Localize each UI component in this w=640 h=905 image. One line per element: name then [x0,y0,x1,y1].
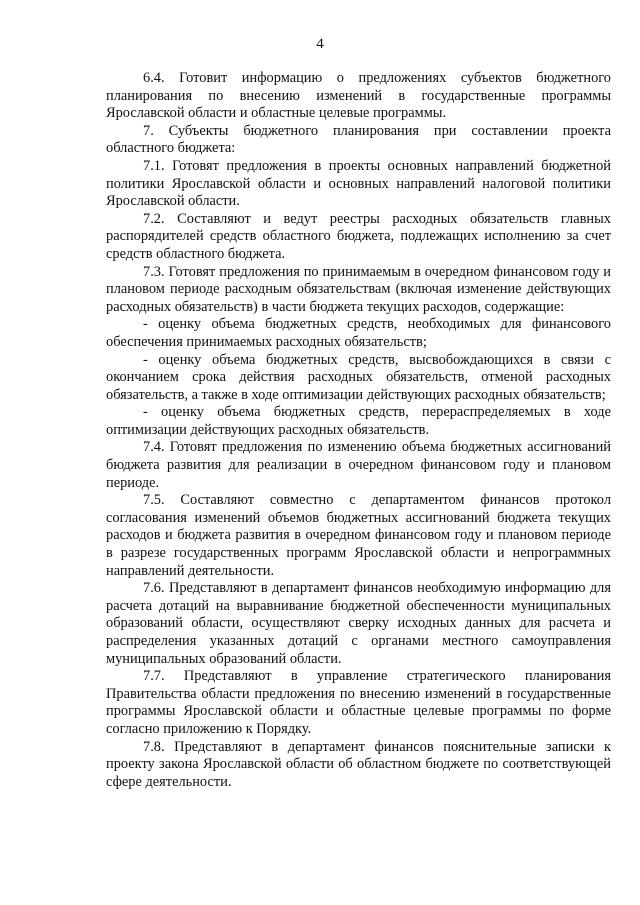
paragraph-7-5: 7.5. Составляют совместно с департаментом финансов протокол согласования изменений объемов бюджетных ассигнований бюджета текущих расходов и бюджета развития в очередном финансовом году и плановом периоде в разрезе государственных программ Ярославской области и непрограммных направлений деятельности. [106,492,611,579]
paragraph-7-3: 7.3. Готовят предложения по принимаемым в очередном финансовом году и плановом периоде расходным обязательствам (включая изменение действующих расходных обязательств) в части бюджета текущих расходов, содержащие: [106,263,611,315]
paragraph-7-1: 7.1. Готовят предложения в проекты основных направлений бюджетной политики Ярославской области и основных направлений налоговой политики Ярославской области. [106,157,611,210]
document-body [106,70,611,791]
paragraph-7-8: 7.8. Представляют в департамент финансов пояснительные записки к проекту закона Ярославской области об областном бюджете по соответствующей сфере деятельности. [106,738,611,790]
paragraph-7-7: 7.7. Представляют в управление стратегического планирования Правительства области предложения по внесению изменений в государственные программы Ярославской области и областные целевые программы по форме согласно приложению к Порядку. [106,668,611,737]
paragraph-6-4: 6.4. Готовит информацию о предложениях субъектов бюджетного планирования по внесению изменений в государственные программы Ярославской области и областные целевые программы. [106,70,611,122]
paragraph-7-2: 7.2. Составляют и ведут реестры расходных обязательств главных распорядителей средств областного бюджета, подлежащих исполнению за счет средств областного бюджета. [106,210,611,262]
paragraph-7-6: 7.6. Представляют в департамент финансов необходимую информацию для расчета дотаций на выравнивание бюджетной обеспеченности муниципальных образований области, осуществляют сверку исходных данных для расчета и распределения указанных дотаций с органами местного самоуправления муниципальных образований области. [106,580,611,667]
list-item-financing-estimate: - оценку объема бюджетных средств, необходимых для финансового обеспечения принимаемых расходных обязательств; [106,316,611,350]
paragraph-7-4: 7.4. Готовят предложения по изменению объема бюджетных ассигнований бюджета развития для реализации в очередном финансовом году и плановом периоде. [106,439,611,491]
list-item-released-funds-estimate: - оценку объема бюджетных средств, высвобождающихся в связи с окончанием срока действия расходных обязательств, отменой расходных обязательств, а также в ходе оптимизации действующих расходных обязательств; [106,351,611,403]
list-item-redistributed-funds-estimate: - оценку объема бюджетных средств, перераспределяемых в ходе оптимизации действующих расходных обязательств. [106,404,611,438]
paragraph-7: 7. Субъекты бюджетного планирования при составлении проекта областного бюджета: [106,122,611,157]
page-number: 4 [316,36,324,52]
